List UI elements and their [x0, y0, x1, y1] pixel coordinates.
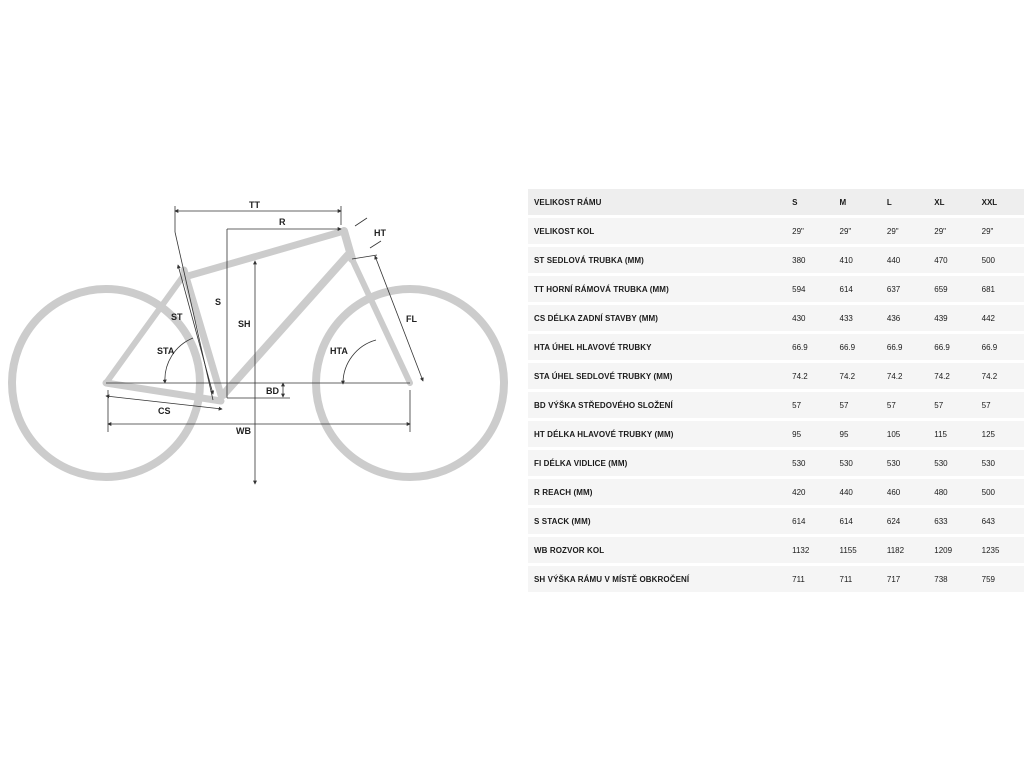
row-value: 125	[982, 421, 1024, 447]
row-label: R REACH (MM)	[528, 479, 792, 505]
row-value: 711	[792, 566, 839, 592]
table-row	[528, 276, 1024, 302]
row-value: 614	[792, 508, 839, 534]
label-sh: SH	[238, 319, 251, 329]
row-value: 57	[840, 392, 887, 418]
row-value: 420	[792, 479, 839, 505]
label-bd: BD	[266, 386, 279, 396]
row-value: 410	[840, 247, 887, 273]
row-value: 439	[934, 305, 981, 331]
label-r: R	[279, 217, 286, 227]
row-value: 530	[887, 450, 934, 476]
table-row	[528, 363, 1024, 389]
row-value: 66.9	[887, 334, 934, 360]
label-hta: HTA	[330, 346, 348, 356]
row-value: 95	[792, 421, 839, 447]
bike-frame	[106, 231, 410, 401]
row-value: 1155	[840, 537, 887, 563]
row-value: 29"	[934, 218, 981, 244]
row-value: 430	[792, 305, 839, 331]
row-value: 66.9	[982, 334, 1024, 360]
row-value: 74.2	[934, 363, 981, 389]
row-value: 624	[887, 508, 934, 534]
row-value: 66.9	[840, 334, 887, 360]
label-cs: CS	[158, 406, 171, 416]
row-value: 57	[982, 392, 1024, 418]
label-st: ST	[171, 312, 183, 322]
row-value: 57	[934, 392, 981, 418]
label-s: S	[215, 297, 222, 307]
row-value: 1182	[887, 537, 934, 563]
row-value: 530	[934, 450, 981, 476]
header-size-m: M	[840, 189, 887, 215]
table-row	[528, 305, 1024, 331]
row-label: TT HORNÍ RÁMOVÁ TRUBKA (MM)	[528, 276, 792, 302]
row-label: CS DÉLKA ZADNÍ STAVBY (MM)	[528, 305, 792, 331]
geometry-table	[528, 186, 1024, 595]
row-value: 74.2	[840, 363, 887, 389]
label-fl: FL	[406, 314, 417, 324]
row-value: 500	[982, 479, 1024, 505]
header-label: VELIKOST RÁMU	[528, 189, 792, 215]
row-label: WB ROZVOR KOL	[528, 537, 792, 563]
row-value: 57	[792, 392, 839, 418]
row-label: FI DÉLKA VIDLICE (MM)	[528, 450, 792, 476]
row-value: 74.2	[887, 363, 934, 389]
table-row	[528, 566, 1024, 592]
row-label: HTA ÚHEL HLAVOVÉ TRUBKY	[528, 334, 792, 360]
table-row	[528, 421, 1024, 447]
row-value: 436	[887, 305, 934, 331]
row-label: STA ÚHEL SEDLOVÉ TRUBKY (MM)	[528, 363, 792, 389]
table-row	[528, 218, 1024, 244]
row-value: 440	[840, 479, 887, 505]
row-label: ST SEDLOVÁ TRUBKA (MM)	[528, 247, 792, 273]
row-value: 637	[887, 276, 934, 302]
table-row	[528, 450, 1024, 476]
header-size-xl: XL	[934, 189, 981, 215]
row-value: 440	[887, 247, 934, 273]
fork	[352, 259, 410, 383]
row-label: VELIKOST KOL	[528, 218, 792, 244]
row-value: 74.2	[982, 363, 1024, 389]
row-value: 1209	[934, 537, 981, 563]
table-row	[528, 479, 1024, 505]
row-value: 29"	[982, 218, 1024, 244]
label-tt: TT	[249, 200, 260, 210]
row-value: 500	[982, 247, 1024, 273]
row-value: 74.2	[792, 363, 839, 389]
row-value: 1235	[982, 537, 1024, 563]
row-value: 380	[792, 247, 839, 273]
row-value: 614	[840, 276, 887, 302]
row-value: 460	[887, 479, 934, 505]
row-value: 681	[982, 276, 1024, 302]
row-value: 66.9	[792, 334, 839, 360]
row-value: 1132	[792, 537, 839, 563]
row-value: 66.9	[934, 334, 981, 360]
row-value: 594	[792, 276, 839, 302]
row-value: 480	[934, 479, 981, 505]
row-label: S STACK (MM)	[528, 508, 792, 534]
row-value: 717	[887, 566, 934, 592]
label-ht: HT	[374, 228, 386, 238]
header-size-s: S	[792, 189, 839, 215]
row-value: 759	[982, 566, 1024, 592]
header-size-l: L	[887, 189, 934, 215]
label-wb: WB	[236, 426, 251, 436]
row-value: 29"	[887, 218, 934, 244]
row-value: 643	[982, 508, 1024, 534]
row-value: 95	[840, 421, 887, 447]
row-value: 105	[887, 421, 934, 447]
row-value: 470	[934, 247, 981, 273]
table-row	[528, 247, 1024, 273]
table-row	[528, 334, 1024, 360]
row-value: 633	[934, 508, 981, 534]
row-label: HT DÉLKA HLAVOVÉ TRUBKY (MM)	[528, 421, 792, 447]
row-value: 29"	[792, 218, 839, 244]
row-label: BD VÝŠKA STŘEDOVÉHO SLOŽENÍ	[528, 392, 792, 418]
top-tube	[188, 231, 344, 276]
row-value: 738	[934, 566, 981, 592]
row-value: 711	[840, 566, 887, 592]
row-value: 530	[982, 450, 1024, 476]
row-value: 659	[934, 276, 981, 302]
row-value: 433	[840, 305, 887, 331]
table-header-row	[528, 189, 1024, 215]
row-value: 614	[840, 508, 887, 534]
row-value: 29"	[840, 218, 887, 244]
row-value: 530	[840, 450, 887, 476]
table-row	[528, 392, 1024, 418]
row-value: 530	[792, 450, 839, 476]
row-value: 442	[982, 305, 1024, 331]
row-value: 115	[934, 421, 981, 447]
table-row	[528, 508, 1024, 534]
table-row	[528, 537, 1024, 563]
label-sta: STA	[157, 346, 175, 356]
row-label: SH VÝŠKA RÁMU V MÍSTĚ OBKROČENÍ	[528, 566, 792, 592]
header-size-xxl: XXL	[982, 189, 1024, 215]
row-value: 57	[887, 392, 934, 418]
